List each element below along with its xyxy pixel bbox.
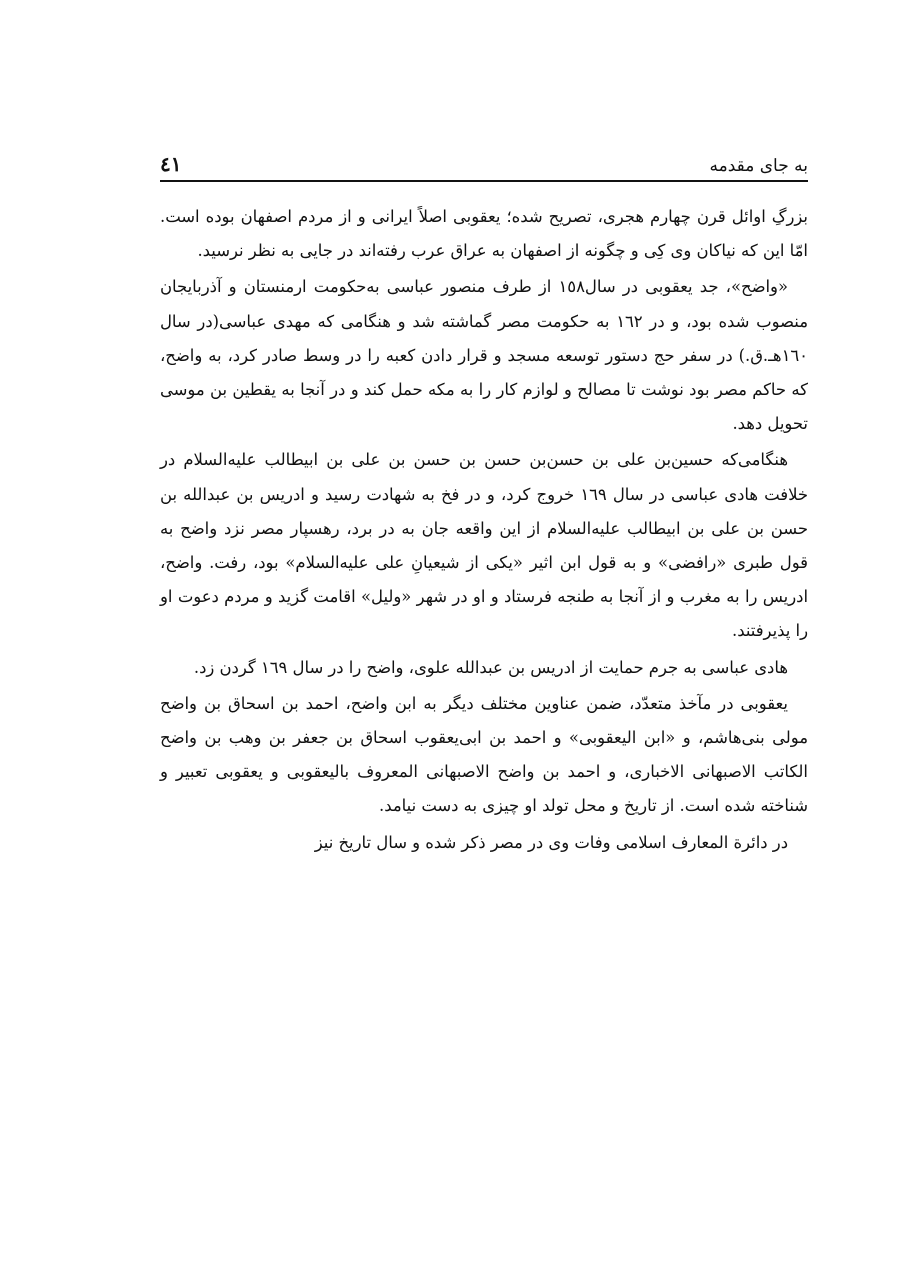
- body-text: [160, 200, 808, 860]
- chapter-title: به جای مقدمه: [709, 156, 808, 176]
- paragraph: بزرگِ اوائل قرن چهارم هجری، تصریح شده؛ یعقوبی اصلاً ایرانی و از مردم اصفهان بوده است. امّا این که نیاکان وی کِی و چگونه از اصفهان به عراق عرب رفته‌اند در جایی به نظر نرسید.: [160, 207, 808, 261]
- page-number: ٤١: [160, 152, 182, 176]
- running-header: [160, 150, 808, 182]
- paragraph: هنگامی‌که حسین‌بن علی بن حسن‌بن حسن بن حسن بن علی بن ابیطالب عليه‌السلام در خلافت هادی عباسی در سال ١٦٩ خروج کرد، و در فخ به شهادت رسید و ادریس بن عبدالله بن حسن بن علی بن ابیطالب عليه‌السلام از این واقعه جان به در برد، رهسپار مصر نزد واضح به قول طبری «رافضی» و به قول ابن اثیر «یکی از شیعیانِ علی عليه‌السلام» بود، رفت. واضح، ادریس را به مغرب و از آنجا به طنجه فرستاد و او در شهر «ولیل» اقامت گزید و مردم دعوت او را پذیرفتند.: [160, 450, 808, 641]
- document-page: [160, 150, 808, 860]
- paragraph: یعقوبی در مآخذ متعدّد، ضمن عناوین مختلف دیگر به ابن واضح، احمد بن اسحاق بن واضح مولی بنی‌هاشم، و «ابن الیعقوبی» و احمد بن ابی‌یعقوب اسحاق بن جعفر بن وهب بن واضح الکاتب الاصبهانی الاخباری، و احمد بن واضح الاصبهانی المعروف بالیعقوبی و یعقوبی تعبیر و شناخته شده است. از تاریخ و محل تولد او چیزی به دست نیامد.: [160, 693, 808, 816]
- paragraph: هادی عباسی به جرم حمایت از ادریس بن عبدالله علوی، واضح را در سال ١٦٩ گردن زد.: [193, 657, 788, 677]
- paragraph: «واضح»، جد یعقوبی در سال١٥٨ از طرف منصور عباسی به‌حکومت ارمنستان و آذربایجان منصوب شده بود، و در ١٦٢ به حکومت مصر گماشته شد و هنگامی که مهدی عباسی(در سال ١٦٠هـ.ق.) در سفر حج دستور توسعه مسجد و قرار دادن کعبه را در وسط صادر کرد، به واضح، که حاکم مصر بود نوشت تا مصالح و لوازم کار را به مکه حمل کند و در آنجا به یقطین بن موسی تحویل دهد.: [160, 277, 808, 434]
- paragraph: در دائرة المعارف اسلامی وفات وی در مصر ذکر شده و سال تاریخ نیز: [314, 832, 788, 852]
